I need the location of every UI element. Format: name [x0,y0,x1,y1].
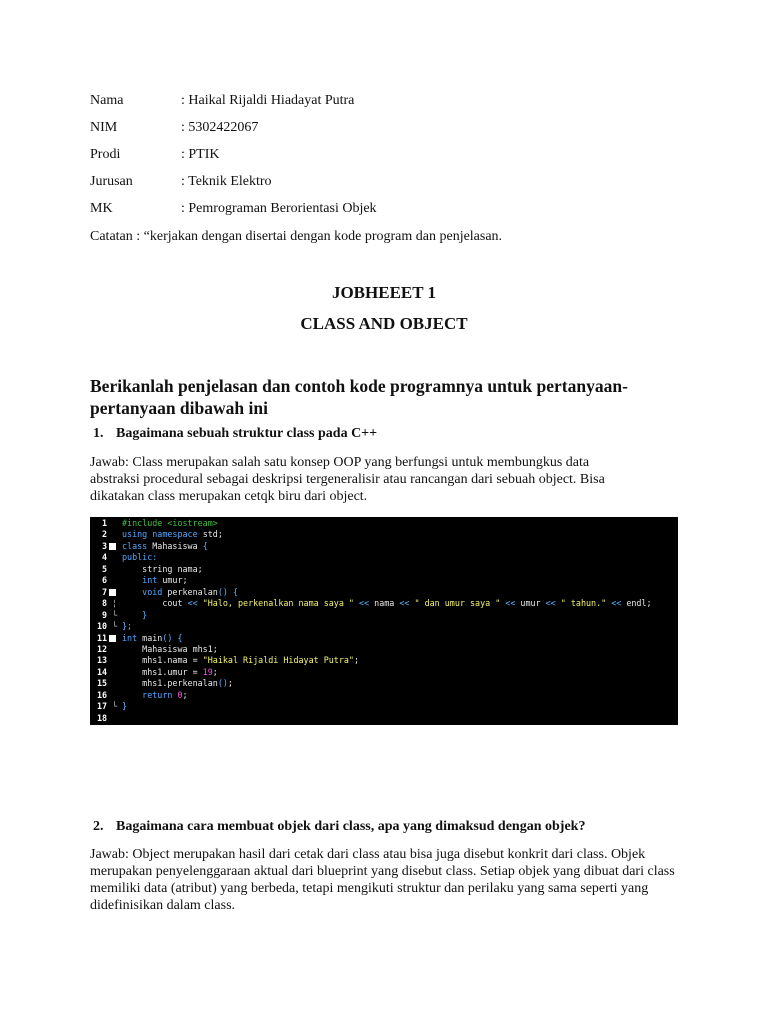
question-text: Bagaimana cara membuat objek dari class, apa yang dimaksud dengan objek? [116,819,586,834]
code-text [122,552,157,564]
code-text [122,575,188,587]
code-text [122,518,218,530]
code-token: mhs1.nama = [122,655,203,666]
code-token: << [611,598,627,609]
line-number: 3 [101,540,107,551]
code-token: ; [182,689,188,700]
line-number: 18 [97,712,108,723]
code-line [90,667,678,679]
line-number: 6 [101,575,107,586]
answer-line: Jawab: Object merupakan hasil dari cetak dari class atau bisa juga disebut konkrit dari class. Objek [90,847,646,862]
code-token: ; [212,666,218,677]
code-token: return [122,689,178,700]
code-line [90,598,678,610]
code-line [90,678,678,690]
code-token: } [122,701,128,712]
code-text [122,587,238,599]
answer-line: Jawab: Class merupakan salah satu konsep OOP yang berfungsi untuk membungkus data [90,455,590,470]
code-token: () { [162,632,183,643]
code-text [122,541,208,553]
code-token: mhs1.umur = [122,666,203,677]
code-token: Mahasiswa mhs1; [122,643,218,654]
field-value: : Haikal Rijaldi Hiadayat Putra [181,93,355,108]
question-1 [93,426,378,442]
code-token: () [217,678,228,689]
line-number: 2 [101,529,107,540]
code-token: << [545,598,561,609]
code-token: << [399,598,415,609]
field-label: Jurusan [90,174,133,189]
line-number: 9 [101,609,107,620]
fold-guide-icon: └ [112,609,118,620]
code-line [90,564,678,576]
code-line [90,541,678,553]
code-token: void [122,586,168,597]
code-line [90,644,678,656]
code-token: ; [227,678,233,689]
line-number: 7 [101,586,107,597]
fold-guide-icon: ¦ [112,598,118,609]
field-label: Nama [90,93,124,108]
code-token: "Halo, perkenalkan nama saya " [202,598,360,609]
code-text [122,598,652,610]
code-token: 19 [202,666,213,677]
line-number: 13 [97,655,108,666]
field-label: Prodi [90,147,121,162]
line-number: 5 [101,563,107,574]
code-token: public: [122,552,158,563]
line-number: 16 [97,689,108,700]
field-value: : 5302422067 [181,120,259,135]
question-number: 1. [93,426,104,441]
code-token: #include <iostream> [122,518,218,528]
code-text [122,644,218,656]
code-text [122,621,132,633]
code-token: " dan umur saya " [414,598,506,609]
answer-line: merupakan penyelenggaraan aktual dari blueprint yang disebut class. Setiap objek yang dibuat dari class [90,864,675,879]
code-token: }; [122,621,133,632]
code-token: << [359,598,375,609]
code-token: using namespace [122,529,203,540]
line-number: 15 [97,678,108,689]
code-token: string nama; [122,563,203,574]
code-token: Mahasiswa [152,540,203,551]
code-token: ; [353,655,359,666]
code-token: class [122,540,153,551]
fold-marker-icon[interactable] [109,635,116,642]
answer-line: abstraksi procedural sebagai deskripsi tergeneralisir atau rancangan dari sebuah object. Bisa [90,472,605,487]
code-text [122,701,127,713]
line-number: 1 [101,518,107,528]
code-line [90,690,678,702]
code-token: << [187,598,203,609]
answer-2 [90,846,690,914]
code-token: int [122,575,163,586]
code-text [122,690,188,702]
code-screenshot [90,517,678,725]
answer-line: memiliki data (atribut) yang berbeda, tetapi mengikuti struktur dan perilaku yang sama seperti yang [90,881,649,896]
code-token: nama [374,598,400,609]
line-number: 11 [97,632,108,643]
line-number: 17 [97,701,108,712]
code-line [90,655,678,667]
question-text: Bagaimana sebuah struktur class pada C++ [116,426,378,441]
heading-line: Berikanlah penjelasan dan contoh kode programnya untuk pertanyaan- [90,376,628,396]
document-title: JOBHEEET 1 [331,283,437,302]
code-token: umur; [162,575,188,586]
question-2 [93,819,586,835]
line-number: 12 [97,643,108,654]
heading-line: pertanyaan dibawah ini [90,398,268,418]
code-token: mhs1.perkenalan [122,678,218,689]
code-line [90,529,678,541]
answer-line: didefinisikan dalam class. [90,898,236,913]
code-token: umur [520,598,546,609]
code-line [90,701,678,713]
code-token: main [142,632,163,643]
code-token: std; [202,529,223,540]
code-text [122,678,233,690]
code-text [122,564,203,576]
question-number: 2. [93,819,104,834]
field-value: : Pemrograman Berorientasi Objek [181,201,377,216]
code-token: cout [122,598,188,609]
code-text [122,529,223,541]
code-token: } [122,609,148,620]
document-subtitle: CLASS AND OBJECT [300,314,468,333]
field-label: MK [90,201,113,216]
code-line [90,633,678,645]
line-number: 10 [97,621,108,632]
code-text [122,610,147,622]
field-value: : Teknik Elektro [181,174,272,189]
code-text [122,667,218,679]
line-number: 14 [97,666,108,677]
field-label: NIM [90,120,118,135]
code-token: { [202,540,208,551]
code-text [122,655,359,667]
code-token: "Haikal Rijaldi Hidayat Putra" [202,655,354,666]
code-line [90,575,678,587]
code-line [90,713,678,725]
code-token: 0 [177,689,183,700]
fold-guide-icon: └ [112,701,118,712]
section-heading [90,375,690,419]
code-token: << [505,598,521,609]
line-number: 8 [101,598,107,609]
code-text [122,633,183,645]
fold-marker-icon[interactable] [109,543,116,550]
fold-marker-icon[interactable] [109,589,116,596]
fold-guide-icon: └ [112,621,118,632]
note-text: Catatan : “kerjakan dengan disertai dengan kode program dan penjelasan. [90,229,503,244]
code-line [90,587,678,599]
code-line [90,610,678,622]
code-token: int [122,632,143,643]
code-token: " tahun." [560,598,612,609]
line-number: 4 [101,552,107,563]
code-token: perkenalan [167,586,218,597]
answer-1 [90,454,690,505]
code-line [90,621,678,633]
code-token: () { [217,586,238,597]
field-value: : PTIK [181,147,220,162]
answer-line: dikatakan class merupakan cetqk biru dari object. [90,489,368,504]
code-line [90,552,678,564]
code-line [90,518,678,530]
code-token: endl; [626,598,652,609]
